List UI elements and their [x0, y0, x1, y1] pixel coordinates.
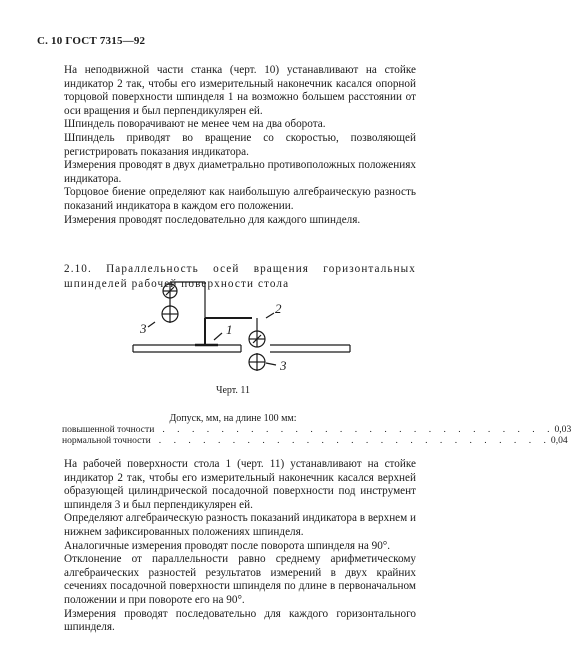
- tolerance-label: нормальной точности: [62, 435, 151, 446]
- tolerance-value: 0,04: [550, 435, 568, 446]
- paragraph: Торцовое биение определяют как наибольшую алгебраическую разность показаний индикатора в каждом его положении.: [64, 186, 416, 212]
- paragraph: На неподвижной части станка (черт. 10) устанавливают на стойке индикатор 2 так, чтобы его измерительный наконечник касался опорной торцовой поверхности шпинделя 1 на возможно большем расстоянии от оси вращения и был перпендикулярен ей.: [64, 64, 416, 117]
- leader-dots: . . . . . . . . . . . . . . . . . . . . . . . . . . .: [162, 424, 555, 435]
- paragraph: Шпиндель приводят во вращение со скоростью, позволяющей регистрировать показания индикатора.: [64, 131, 416, 158]
- figure-caption: Черт. 11: [215, 385, 251, 396]
- paragraph: Измерения проводят в двух диаметрально противоположных положениях индикатора.: [64, 159, 416, 185]
- paragraph: Измерения проводят последовательно для каждого шпинделя.: [64, 213, 361, 226]
- paragraph: Отклонение от параллельности равно среднему арифметическому алгебраических разностей результатов измерений в двух крайних сечениях посадочной поверхности шпинделя по длине в первоначальном положении и при повороте его на 90°.: [64, 553, 416, 606]
- figure-label: 1: [226, 322, 233, 337]
- text-block-2: [64, 458, 416, 635]
- figure-label: 2: [275, 301, 282, 316]
- paragraph: Определяют алгебраическую разность показаний индикатора в верхнем и нижнем зафиксированных положениях шпинделя.: [64, 512, 417, 538]
- figure-label: 3: [280, 358, 287, 373]
- tolerance-row: [62, 424, 571, 435]
- paragraph: Аналогичные измерения проводят после поворота шпинделя на 90°.: [64, 539, 391, 552]
- tolerance-row: [62, 435, 568, 446]
- tolerance-title: Допуск, мм, на длине 100 мм:: [169, 413, 297, 424]
- section-heading: 2.10. Параллельность осей вращения горизонтальных шпинделей рабочей поверхности стола: [64, 263, 416, 290]
- paragraph: Шпиндель поворачивают не менее чем на два оборота.: [64, 118, 326, 131]
- leader-dots: . . . . . . . . . . . . . . . . . . . . . . . . . . .: [158, 435, 551, 446]
- paragraph: На рабочей поверхности стола 1 (черт. 11) устанавливают на стойке индикатор 2 так, чтобы его измерительный наконечник касался верхней образующей цилиндрической посадочной поверхности под инструмент шпинделя 3 и был перпендикулярен ей.: [64, 458, 416, 511]
- page-header: С. 10 ГОСТ 7315—92: [37, 35, 146, 47]
- tolerance-label: повышенной точности: [62, 424, 155, 435]
- tolerance-value: 0,03: [554, 424, 571, 435]
- figure-label: 3: [140, 321, 147, 336]
- paragraph: Измерения проводят последовательно для каждого горизонтального шпинделя.: [64, 607, 416, 634]
